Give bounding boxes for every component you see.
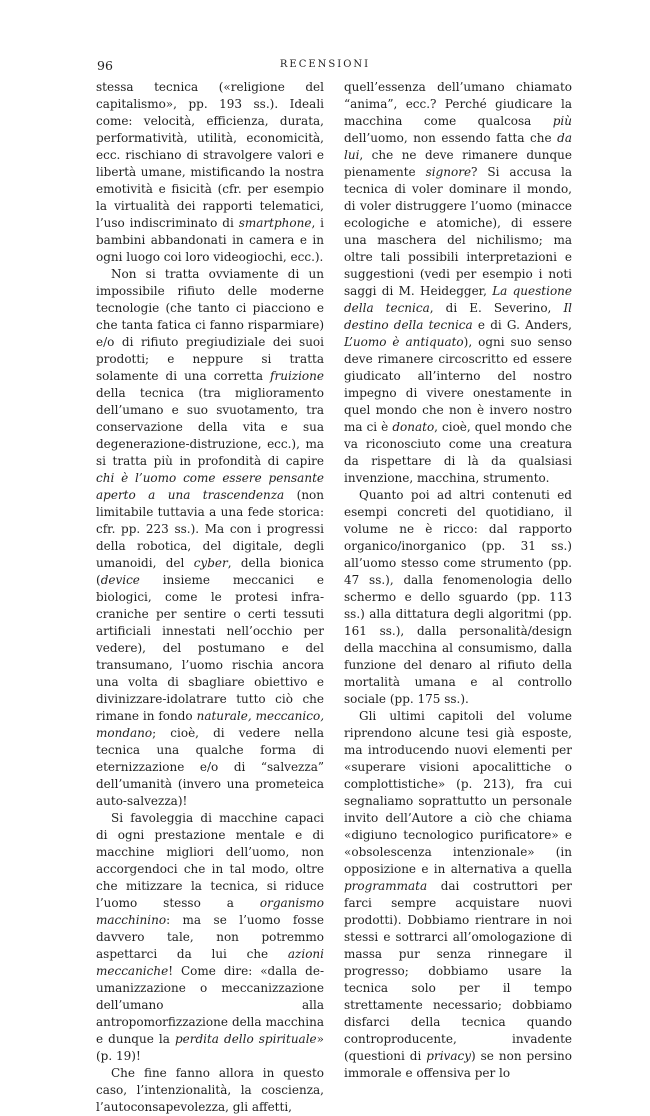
text-run: Che fine fanno allora in questo caso, l’intenzionalità, la coscienza, l’autoconsapevolezza, gli affetti, bbox=[96, 1066, 324, 1114]
text-run: , di E. Severino, bbox=[429, 301, 564, 315]
text-run: , della bionica ( bbox=[96, 556, 324, 587]
paragraph bbox=[344, 708, 572, 1082]
text-run: Quanto poi ad altri contenuti ed esempi concreti del quotidiano, il volume ne è ricco: dal rapporto organico/inorganico (pp. 31 ss.) all’uomo stesso come strumento (pp. 47 ss.), dalla fenomenologia dello schermo e dello sguardo (pp. 113 ss.) alla dittatura degli algoritmi (pp. 161 ss.), dalla personalità/design della macchina al consumismo, dalla funzione del denaro al rifiuto della mortalità umana e al controllo sociale (pp. 175 ss.). bbox=[344, 488, 572, 706]
italic-text: donato bbox=[392, 420, 435, 434]
text-run: , cioè, quel mondo che va riconosciuto come una creatura da rispettare di là da qualsiasi invenzione, macchina, strumento. bbox=[344, 420, 572, 485]
text-run: (non limitabile tuttavia a una fede storica: cfr. pp. 223 ss.). Ma con i progressi della robotica, del digitale, degli umanoidi, del bbox=[96, 488, 324, 570]
italic-text: La questione della tecnica bbox=[344, 284, 573, 315]
italic-text: L’uomo è antiquato bbox=[344, 335, 464, 349]
italic-text: perdita dello spirituale bbox=[174, 1032, 317, 1046]
text-run: ! Come dire: «dalla de-umanizzazione o meccanizzazione dell’umano alla antropomorfizzazione della macchina e dunque la bbox=[96, 964, 324, 1046]
italic-text: chi è l’uomo come essere pensante aperto a una trascendenza bbox=[96, 471, 324, 502]
text-run: quell’essenza dell’umano chiamato “anima”, ecc.? Perché giudicare la macchina come qualcosa bbox=[344, 80, 572, 128]
italic-text: naturale, meccanico, mondano bbox=[96, 709, 325, 740]
italic-text: cyber bbox=[193, 556, 228, 570]
text-run: , che ne deve rimanere dunque pienamente bbox=[344, 148, 572, 179]
italic-text: device bbox=[100, 573, 140, 587]
text-run: Si favoleggia di macchine capaci di ogni prestazione mentale e di macchine migliori dell’uomo, non accorgendoci che in tal modo, oltre che mitizzare la tecnica, si riduce l’uomo stesso a bbox=[96, 811, 324, 910]
paragraph bbox=[344, 487, 572, 708]
paragraph bbox=[96, 1065, 324, 1116]
text-run: ; cioè, di vedere nella tecnica una qualche forma di eternizzazione e/o di “salvezza” dell’umanità (invero una prometeica auto-salvezza)! bbox=[96, 726, 324, 808]
italic-text: smartphone bbox=[238, 216, 312, 230]
italic-text: privacy bbox=[426, 1049, 471, 1063]
text-run: insieme meccanici e biologici, come le protesi infra-craniche per sentire o certi tessuti artificiali innestati nell’occhio per vedere), del postumano e del transumano, l’uomo rischia ancora una volta di sbagliare obiettivo e divinizzare-idolatrare tutto ciò che rimane in fondo bbox=[96, 573, 324, 723]
text-run: ? Si accusa la tecnica di voler dominare il mondo, di voler distruggere l’uomo (minacce ecologiche e atomiche), di essere una maschera del nichilismo; ma oltre tali possibili interpretazioni e suggestioni (vedi per esempio i noti saggi di M. Heidegger, bbox=[344, 165, 572, 298]
paragraph bbox=[96, 810, 324, 1065]
italic-text: azioni meccaniche bbox=[96, 947, 324, 978]
text-run: Non si tratta ovviamente di un impossibile rifiuto delle moderne tecnologie (che tanto ci piacciono e che tanta fatica ci fanno risparmiare) e/o di rifiuto pregiudiziale dei suoi prodotti; e neppure si tratta solamente di una corretta bbox=[96, 267, 324, 383]
text-run: Gli ultimi capitoli del volume riprendono alcune tesi già esposte, ma introducendo nuovi elementi per «superare visioni apocalittiche o complottistiche» (p. 213), fra cui segnaliamo soprattutto un personale invito dell’Autore a ciò che chiama «digiuno tecnologico purificatore» e «obsolescenza intenzionale» (in opposizione e in alternativa a quella bbox=[344, 709, 572, 876]
italic-text: organismo macchinino bbox=[96, 896, 324, 927]
text-run: della tecnica (tra miglioramento dell’umano e suo svuotamento, tra conservazione della vita e sua degenerazione-distruzione, ecc.), ma si tratta più in profondità di capire bbox=[96, 386, 324, 468]
running-head: RECENSIONI bbox=[279, 59, 371, 70]
italic-text: da lui bbox=[344, 131, 572, 162]
text-run: ), ogni suo senso deve rimanere circoscritto ed essere giudicato all’interno del nostro impegno di vivere onestamente in quel mondo che non è invero nostro ma ci è bbox=[344, 335, 572, 434]
text-run: stessa tecnica («religione del capitalismo», pp. 193 ss.). Ideali come: velocità, efficienza, durata, performatività, utilità, economicità, ecc. rischiano di stravolgere valori e libertà umane, mistificando la nostra emotività e fisicità (cfr. per esempio la virtualità dei rapporti telematici, l’uso indiscriminato di bbox=[96, 80, 324, 230]
page-number: 96 bbox=[97, 58, 113, 73]
text-run: ) se non persino immorale e offensiva per lo bbox=[344, 1049, 572, 1080]
paragraph bbox=[96, 266, 324, 810]
italic-text: Il destino della tecnica bbox=[344, 301, 573, 332]
text-run: e di G. Anders, bbox=[472, 318, 572, 332]
text-run: dai costruttori per farci sempre acquistare nuovi prodotti). Dobbiamo rientrare in noi stessi e sottrarci all’omologazione di massa pur senza rinnegare il progresso; dobbiamo usare la tecnica solo per il tempo strettamente necessario; dobbiamo disfarci della tecnica quando controproducente, invadente (questioni di bbox=[344, 879, 572, 1063]
text-run: , i bambini abbandonati in camera e in ogni luogo coi loro videogiochi, ecc.). bbox=[96, 216, 325, 264]
left-column bbox=[96, 79, 324, 1116]
right-column bbox=[344, 79, 572, 1082]
italic-text: più bbox=[552, 114, 572, 128]
italic-text: programmata bbox=[344, 879, 428, 893]
text-run: dell’uomo, non essendo fatta che bbox=[344, 131, 558, 145]
paragraph bbox=[344, 79, 572, 487]
text-run: : ma se l’uomo fosse davvero tale, non potremmo aspettarci da lui che bbox=[96, 913, 324, 961]
paragraph bbox=[96, 79, 324, 266]
italic-text: signore bbox=[425, 165, 472, 179]
italic-text: fruizione bbox=[270, 369, 324, 383]
text-run: » (p. 19)! bbox=[96, 1032, 324, 1063]
